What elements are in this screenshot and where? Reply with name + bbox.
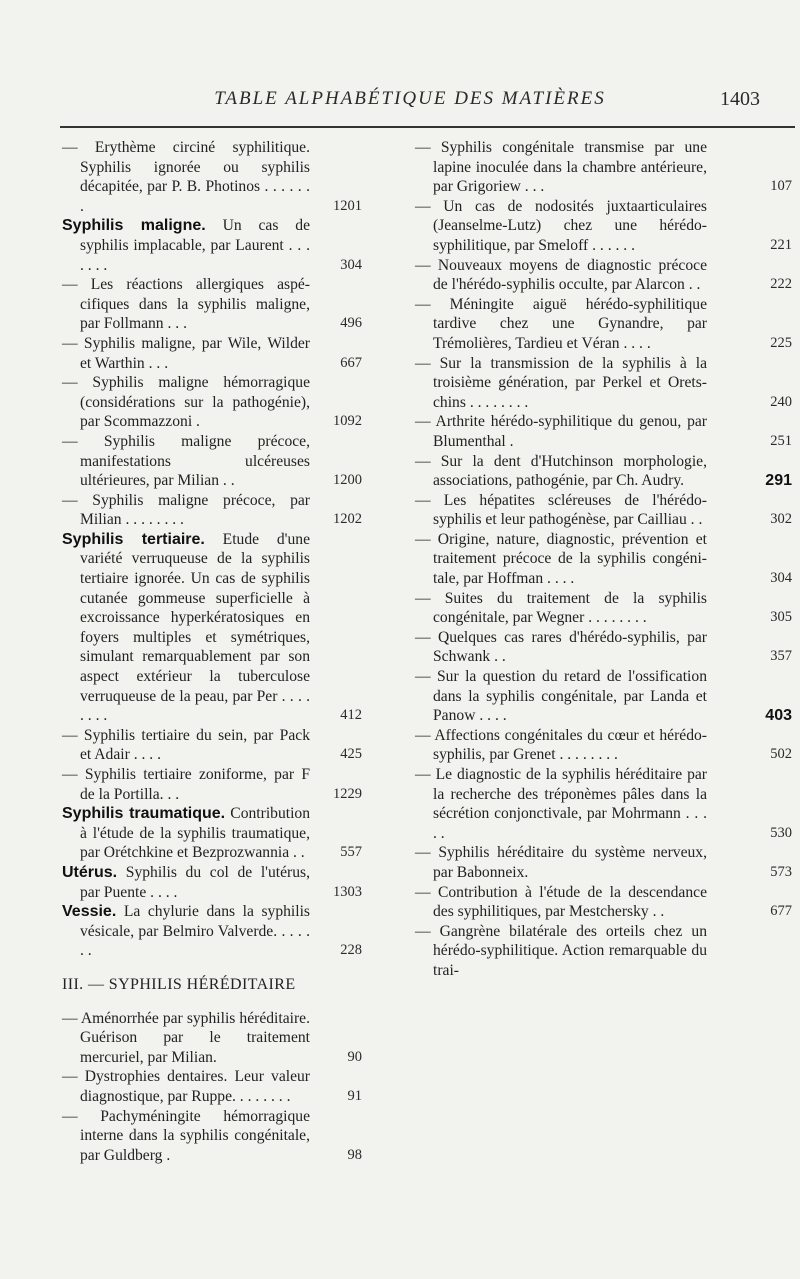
entry-heading: Utérus. [62, 863, 118, 881]
index-entry [62, 491, 362, 530]
page-reference: 573 [770, 863, 792, 880]
index-entry [415, 765, 792, 843]
entry-text: — Dystrophies dentaires. Leur valeur diagnostique, par Ruppe. . . . . . . . [62, 1068, 310, 1105]
page-reference: 425 [340, 746, 362, 763]
index-entry [62, 530, 362, 726]
index-entry [415, 412, 792, 451]
page-reference: 240 [770, 393, 792, 410]
page-reference: 107 [770, 178, 792, 195]
page-reference: 1200 [333, 472, 362, 489]
index-entry [62, 275, 362, 334]
index-entry [415, 197, 792, 256]
entry-text: — Les réactions allergiques aspécifiques dans la syphilis maligne, par Follmann . . . [62, 276, 310, 333]
page-reference: 251 [770, 432, 792, 449]
page-reference: 304 [340, 256, 362, 273]
entry-text: — Suites du traitement de la syphilis congénitale, par Wegner . . . . . . . . [415, 589, 707, 627]
index-entry [62, 216, 362, 275]
entry-text: — Aménorrhée par syphilis héréditaire. Guérison par le traitement mercuriel, par Milian. [62, 1009, 310, 1066]
entry-heading: Vessie. [62, 903, 117, 921]
entry-text: — Erythème circiné syphilitique. Syphilis ignorée ou syphilis décapitée, par P. B. Photinos . . . . . . . [62, 139, 310, 215]
running-title: TABLE ALPHABÉTIQUE DES MATIÈRES [214, 88, 606, 109]
page-reference: 305 [770, 609, 792, 626]
page-reference: 412 [340, 707, 362, 724]
entry-text: — Sur la question du retard de l'ossification dans la syphilis congénitale, par Landa et Panow . . . . [415, 668, 707, 725]
page-reference: 557 [340, 844, 362, 861]
page-reference: 1229 [333, 785, 362, 802]
entry-text: — Un cas de nodosités juxtaarticulaires (Jeanselme-Lutz) chez une hérédo-syphilitique, par Smeloff . . . . . . [415, 197, 707, 254]
index-entry [62, 1067, 362, 1106]
header-rule [60, 126, 795, 128]
page-reference: 304 [770, 570, 792, 587]
entry-text: Contribution à l'étude de la syphilis traumatique, par Orétchkine et Bezprozwannia . . [80, 805, 311, 862]
entry-text: La chylurie dans la syphilis vésicale, par Belmiro Valverde. . . . . . . [80, 903, 310, 960]
entry-text: Etude d'une variété verruqueuse de la syphilis tertiaire ignorée. Un cas de syphilis cutanée gommeuse superficielle à excroissance hyperkératosiques en foyers multiples et symétriques, simulant remarquablement par son aspect extérieur la tuberculose verruqueuse de la peau, par Per . . . . . . . . [80, 530, 310, 725]
left-column [62, 138, 362, 1165]
entry-text: — Syphilis tertiaire zoniforme, par F de la Portilla. . . [62, 766, 310, 803]
page-reference: 667 [340, 354, 362, 371]
entry-text: — Origine, nature, diagnostic, prévention et traitement précoce de la syphilis congénitale, par Hoffman . . . . [415, 530, 707, 588]
entry-text: — Contribution à l'étude de la descendance des syphilitiques, par Mestchersky . . [415, 883, 707, 921]
index-entry [62, 726, 362, 765]
entry-heading: Syphilis maligne. [62, 217, 206, 235]
entry-text: — Le diagnostic de la syphilis héréditaire par la recherche des tréponèmes pâles dans la sécrétion conjonctivale, par Mohrmann . . . . . [415, 766, 707, 842]
entry-text: — Méningite aiguë hérédo-syphilitique tardive chez une Gynandre, par Trémolières, Tardieu et Véran . . . . [415, 295, 707, 352]
page-reference: 502 [770, 746, 792, 763]
entry-text: — Arthrite hérédo-syphilitique du genou, par Blumenthal . [415, 413, 707, 450]
index-entry [415, 883, 792, 922]
index-entry [62, 1107, 362, 1166]
index-entry [415, 452, 792, 491]
index-entry [415, 628, 792, 667]
index-entry [62, 432, 362, 491]
index-entry [415, 491, 792, 530]
entry-text: — Syphilis maligne hémorragique (considérations sur la pathogénie), par Scommazzoni . [62, 374, 310, 431]
entry-heading: Syphilis tertiaire. [62, 530, 205, 548]
right-column [415, 138, 792, 981]
index-entry [415, 922, 707, 981]
entry-heading: Syphilis traumatique. [62, 805, 226, 823]
index-entry [415, 354, 792, 413]
index-entry [62, 804, 362, 863]
entry-text: — Syphilis maligne précoce, manifestations ulcéreuses ultérieures, par Milian . . [62, 432, 310, 490]
index-entry [62, 863, 362, 902]
index-entry [62, 765, 362, 804]
index-entry [415, 843, 792, 882]
entry-text: — Nouveaux moyens de diagnostic précoce de l'hérédo-syphilis occulte, par Alarcon . . [415, 256, 707, 294]
page-reference: 357 [770, 648, 792, 665]
entry-text: — Syphilis tertiaire du sein, par Pack et Adair . . . . [62, 726, 310, 764]
entry-text: — Quelques cas rares d'hérédo-syphilis, par Schwank . . [415, 628, 707, 666]
page-reference: 90 [347, 1048, 362, 1065]
page-header [60, 88, 760, 118]
index-entry [62, 334, 362, 373]
page-reference: 677 [770, 903, 792, 920]
entry-text: — Les hépatites scléreuses de l'hérédo-syphilis et leur pathogénèse, par Cailliau . . [415, 491, 707, 529]
entry-text: — Sur la dent d'Hutchinson morphologie, associations, pathogénie, par Ch. Audry. [415, 452, 707, 490]
page-reference: 228 [340, 942, 362, 959]
page-reference: 403 [765, 707, 792, 725]
entry-text: — Gangrène bilatérale des orteils chez un hérédo-syphilitique. Action remarquable du trai- [415, 922, 707, 979]
page-reference: 1303 [333, 883, 362, 900]
index-entry [415, 530, 792, 589]
page-reference: 225 [770, 334, 792, 351]
page-reference: 1092 [333, 413, 362, 430]
index-entry [62, 1009, 362, 1068]
index-entry [62, 373, 362, 432]
page-reference: 1202 [333, 511, 362, 528]
entry-text: — Syphilis héréditaire du système nerveux, par Babonneix. [415, 844, 707, 881]
entry-text: — Syphilis congénitale transmise par une lapine inoculée dans la chambre antérieure, par Grigoriew . . . [415, 139, 707, 196]
entry-text: Syphilis du col de l'utérus, par Puente . . . . [80, 863, 310, 901]
index-entry [62, 138, 362, 216]
page-reference: 222 [770, 276, 792, 293]
entry-text: — Affections congénitales du cœur et hérédo-syphilis, par Grenet . . . . . . . . [415, 726, 707, 764]
index-entry [415, 295, 792, 354]
index-entry [415, 256, 792, 295]
page-reference: 530 [770, 824, 792, 841]
section-heading: III. — SYPHILIS HÉRÉDITAIRE [62, 975, 296, 993]
entry-text: — Pachyméningite hémorragique interne dans la syphilis congénitale, par Guldberg . [62, 1107, 310, 1164]
entry-text: — Syphilis maligne, par Wile, Wilder et Warthin . . . [62, 334, 310, 372]
entry-text: — Sur la transmission de la syphilis à la troisième génération, par Perkel et Oretschins . . . . . . . . [415, 354, 707, 411]
page-reference: 302 [770, 511, 792, 528]
index-entry [415, 138, 792, 197]
entry-text: Un cas de syphilis implacable, par Laurent . . . . . . . [80, 217, 310, 274]
page-reference: 291 [765, 472, 792, 490]
page-reference: 1201 [333, 197, 362, 214]
page-reference: 98 [347, 1146, 362, 1163]
page-reference: 496 [340, 315, 362, 332]
page-reference: 91 [347, 1087, 362, 1104]
index-entry [62, 902, 362, 961]
index-entry [415, 589, 792, 628]
index-entry [415, 667, 792, 726]
entry-text: — Syphilis maligne précoce, par Milian . . . . . . . . [62, 491, 310, 529]
index-entry [415, 726, 792, 765]
page-number: 1403 [720, 88, 760, 110]
page-reference: 221 [770, 236, 792, 253]
